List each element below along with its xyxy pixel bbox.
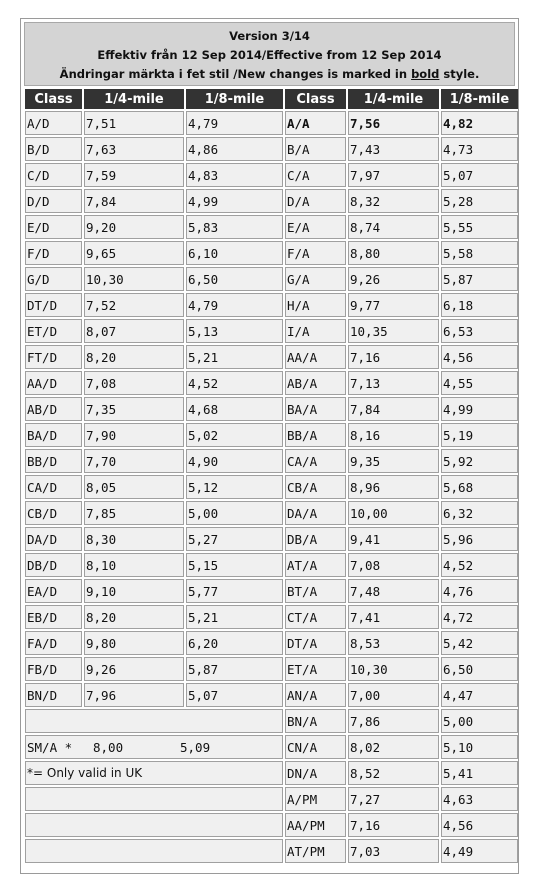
left-quarter-mile-cell: 8,05: [84, 475, 184, 499]
left-class-cell: CB/D: [25, 501, 82, 525]
right-eighth-mile-cell: 5,19: [441, 423, 518, 447]
right-eighth-mile-cell: 4,99: [441, 397, 518, 421]
table-row: [25, 137, 518, 161]
right-quarter-mile-cell: 8,52: [348, 761, 439, 785]
changes-note: [25, 65, 514, 84]
table-row: [25, 813, 518, 837]
left-class-cell: G/D: [25, 267, 82, 291]
right-quarter-mile-cell: 7,27: [348, 787, 439, 811]
left-eighth-mile-cell: 5,21: [186, 345, 283, 369]
left-quarter-mile-cell: 7,84: [84, 189, 184, 213]
left-eighth-mile-cell: 4,52: [186, 371, 283, 395]
left-class-cell: BN/D: [25, 683, 82, 707]
table-row: [25, 163, 518, 187]
left-quarter-mile-cell: 7,35: [84, 397, 184, 421]
left-quarter-mile-cell: 7,59: [84, 163, 184, 187]
left-class-cell: A/D: [25, 111, 82, 135]
right-class-cell: CN/A: [285, 735, 346, 759]
left-quarter-mile-cell: 8,30: [84, 527, 184, 551]
left-class-cell: B/D: [25, 137, 82, 161]
left-class-cell: AA/D: [25, 371, 82, 395]
left-eighth-mile-cell: 5,00: [186, 501, 283, 525]
right-quarter-mile-cell: 10,35: [348, 319, 439, 343]
sm-row-cell: [25, 735, 283, 759]
bold-word: bold: [411, 67, 440, 81]
left-eighth-mile-cell: 5,27: [186, 527, 283, 551]
left-class-cell: DT/D: [25, 293, 82, 317]
left-eighth-mile-cell: 5,21: [186, 605, 283, 629]
effective-date-label: Effektiv från 12 Sep 2014/Effective from 12 Sep 2014: [97, 48, 442, 62]
left-class-cell: DA/D: [25, 527, 82, 551]
right-eighth-mile-cell: 4,63: [441, 787, 518, 811]
right-quarter-mile-cell: 8,02: [348, 735, 439, 759]
right-eighth-mile-cell: 5,10: [441, 735, 518, 759]
right-class-cell: CA/A: [285, 449, 346, 473]
table-row: [25, 345, 518, 369]
left-class-cell: C/D: [25, 163, 82, 187]
right-eighth-mile-cell: 5,68: [441, 475, 518, 499]
right-eighth-mile-cell: 5,55: [441, 215, 518, 239]
right-class-cell: AA/PM: [285, 813, 346, 837]
right-eighth-mile-cell: 4,82: [441, 111, 518, 135]
table-row: [25, 683, 518, 707]
right-eighth-mile-cell: 5,96: [441, 527, 518, 551]
version-label: Version 3/14: [229, 29, 310, 43]
left-eighth-mile-cell: 5,07: [186, 683, 283, 707]
right-quarter-mile-cell: 7,86: [348, 709, 439, 733]
col-eighth-right: 1/8-mile: [441, 89, 518, 109]
right-quarter-mile-cell: 8,16: [348, 423, 439, 447]
left-class-cell: BB/D: [25, 449, 82, 473]
left-eighth-mile-cell: 4,86: [186, 137, 283, 161]
left-quarter-mile-cell: 8,20: [84, 605, 184, 629]
footnote-cell: *= Only valid in UK: [25, 761, 283, 785]
right-eighth-mile-cell: 4,56: [441, 345, 518, 369]
left-quarter-mile-cell: 7,08: [84, 371, 184, 395]
left-quarter-mile-cell: 8,20: [84, 345, 184, 369]
table-row: [25, 397, 518, 421]
table-row: [25, 293, 518, 317]
right-eighth-mile-cell: 5,42: [441, 631, 518, 655]
left-class-cell: EA/D: [25, 579, 82, 603]
right-eighth-mile-cell: 6,18: [441, 293, 518, 317]
table-row: [25, 189, 518, 213]
table-row: [25, 579, 518, 603]
sm-class: SM/A *: [27, 739, 73, 755]
right-eighth-mile-cell: 4,73: [441, 137, 518, 161]
left-eighth-mile-cell: 5,77: [186, 579, 283, 603]
right-class-cell: AA/A: [285, 345, 346, 369]
table-row: [25, 761, 518, 785]
right-eighth-mile-cell: 4,56: [441, 813, 518, 837]
left-class-cell: ET/D: [25, 319, 82, 343]
right-eighth-mile-cell: 4,52: [441, 553, 518, 577]
table-row: [25, 605, 518, 629]
right-eighth-mile-cell: 5,92: [441, 449, 518, 473]
right-quarter-mile-cell: 10,00: [348, 501, 439, 525]
right-class-cell: DN/A: [285, 761, 346, 785]
left-eighth-mile-cell: 5,02: [186, 423, 283, 447]
right-class-cell: G/A: [285, 267, 346, 291]
right-eighth-mile-cell: 6,32: [441, 501, 518, 525]
table-body: [25, 111, 518, 863]
right-eighth-mile-cell: 5,41: [441, 761, 518, 785]
left-quarter-mile-cell: 7,90: [84, 423, 184, 447]
right-eighth-mile-cell: 6,50: [441, 657, 518, 681]
right-class-cell: DB/A: [285, 527, 346, 551]
right-quarter-mile-cell: 8,80: [348, 241, 439, 265]
table-row: [25, 527, 518, 551]
right-eighth-mile-cell: 5,87: [441, 267, 518, 291]
right-quarter-mile-cell: 7,00: [348, 683, 439, 707]
left-class-cell: FA/D: [25, 631, 82, 655]
right-quarter-mile-cell: 9,35: [348, 449, 439, 473]
left-quarter-mile-cell: 7,51: [84, 111, 184, 135]
right-eighth-mile-cell: 4,49: [441, 839, 518, 863]
left-class-cell: EB/D: [25, 605, 82, 629]
changes-note-text: Ändringar märkta i fet stil /New changes is marked in: [59, 67, 412, 81]
changes-note-end: style.: [439, 67, 480, 81]
right-class-cell: BB/A: [285, 423, 346, 447]
left-eighth-mile-cell: 5,13: [186, 319, 283, 343]
empty-left-cell: [25, 709, 283, 733]
left-quarter-mile-cell: 7,85: [84, 501, 184, 525]
left-eighth-mile-cell: 6,10: [186, 241, 283, 265]
right-quarter-mile-cell: 7,43: [348, 137, 439, 161]
right-quarter-mile-cell: 7,03: [348, 839, 439, 863]
sm-quarter-mile: 8,00: [93, 739, 124, 755]
right-class-cell: AT/A: [285, 553, 346, 577]
right-quarter-mile-cell: 7,41: [348, 605, 439, 629]
right-class-cell: DA/A: [285, 501, 346, 525]
col-quarter-right: 1/4-mile: [348, 89, 439, 109]
table-row: [25, 709, 518, 733]
right-quarter-mile-cell: 7,97: [348, 163, 439, 187]
left-quarter-mile-cell: 9,65: [84, 241, 184, 265]
right-quarter-mile-cell: 8,74: [348, 215, 439, 239]
left-quarter-mile-cell: 10,30: [84, 267, 184, 291]
class-times-table: [23, 87, 520, 865]
left-eighth-mile-cell: 5,12: [186, 475, 283, 499]
table-row: [25, 839, 518, 863]
right-quarter-mile-cell: 7,48: [348, 579, 439, 603]
table-row: [25, 319, 518, 343]
left-eighth-mile-cell: 4,79: [186, 111, 283, 135]
table-row: [25, 787, 518, 811]
left-quarter-mile-cell: 9,80: [84, 631, 184, 655]
left-eighth-mile-cell: 4,83: [186, 163, 283, 187]
left-eighth-mile-cell: 4,79: [186, 293, 283, 317]
right-class-cell: BA/A: [285, 397, 346, 421]
table-row: [25, 371, 518, 395]
table-row: [25, 735, 518, 759]
right-eighth-mile-cell: 5,07: [441, 163, 518, 187]
right-quarter-mile-cell: 9,26: [348, 267, 439, 291]
right-quarter-mile-cell: 8,96: [348, 475, 439, 499]
right-class-cell: AN/A: [285, 683, 346, 707]
right-class-cell: A/PM: [285, 787, 346, 811]
left-class-cell: F/D: [25, 241, 82, 265]
right-quarter-mile-cell: 7,16: [348, 345, 439, 369]
left-class-cell: FB/D: [25, 657, 82, 681]
left-eighth-mile-cell: 4,68: [186, 397, 283, 421]
col-quarter-left: 1/4-mile: [84, 89, 184, 109]
left-eighth-mile-cell: 4,90: [186, 449, 283, 473]
left-quarter-mile-cell: 7,70: [84, 449, 184, 473]
table-row: [25, 423, 518, 447]
left-class-cell: D/D: [25, 189, 82, 213]
table-row: [25, 657, 518, 681]
left-eighth-mile-cell: 4,99: [186, 189, 283, 213]
left-eighth-mile-cell: 5,15: [186, 553, 283, 577]
table-header-box: [24, 22, 515, 86]
right-quarter-mile-cell: 7,16: [348, 813, 439, 837]
right-class-cell: D/A: [285, 189, 346, 213]
right-class-cell: CB/A: [285, 475, 346, 499]
right-class-cell: C/A: [285, 163, 346, 187]
right-quarter-mile-cell: 9,77: [348, 293, 439, 317]
left-class-cell: E/D: [25, 215, 82, 239]
right-class-cell: DT/A: [285, 631, 346, 655]
left-class-cell: CA/D: [25, 475, 82, 499]
right-quarter-mile-cell: 7,13: [348, 371, 439, 395]
right-quarter-mile-cell: 9,41: [348, 527, 439, 551]
right-eighth-mile-cell: 4,72: [441, 605, 518, 629]
empty-left-cell: [25, 813, 283, 837]
left-quarter-mile-cell: 7,63: [84, 137, 184, 161]
right-quarter-mile-cell: 10,30: [348, 657, 439, 681]
left-eighth-mile-cell: 5,83: [186, 215, 283, 239]
right-eighth-mile-cell: 5,58: [441, 241, 518, 265]
right-quarter-mile-cell: 7,84: [348, 397, 439, 421]
table-row: [25, 631, 518, 655]
right-class-cell: A/A: [285, 111, 346, 135]
left-class-cell: FT/D: [25, 345, 82, 369]
table-row: [25, 475, 518, 499]
rating-table-frame: [20, 18, 519, 874]
right-eighth-mile-cell: 4,47: [441, 683, 518, 707]
left-class-cell: AB/D: [25, 397, 82, 421]
left-quarter-mile-cell: 8,07: [84, 319, 184, 343]
table-row: [25, 111, 518, 135]
empty-left-cell: [25, 839, 283, 863]
table-row: [25, 501, 518, 525]
right-eighth-mile-cell: 5,28: [441, 189, 518, 213]
left-quarter-mile-cell: 9,20: [84, 215, 184, 239]
left-eighth-mile-cell: 5,87: [186, 657, 283, 681]
right-eighth-mile-cell: 5,00: [441, 709, 518, 733]
left-quarter-mile-cell: 9,10: [84, 579, 184, 603]
col-eighth-left: 1/8-mile: [186, 89, 283, 109]
right-class-cell: AB/A: [285, 371, 346, 395]
left-quarter-mile-cell: 7,96: [84, 683, 184, 707]
left-eighth-mile-cell: 6,50: [186, 267, 283, 291]
right-quarter-mile-cell: 7,56: [348, 111, 439, 135]
right-class-cell: ET/A: [285, 657, 346, 681]
right-class-cell: E/A: [285, 215, 346, 239]
left-class-cell: BA/D: [25, 423, 82, 447]
col-class-right: Class: [285, 89, 346, 109]
right-class-cell: AT/PM: [285, 839, 346, 863]
right-class-cell: BT/A: [285, 579, 346, 603]
table-row: [25, 215, 518, 239]
sm-eighth-mile: 5,09: [180, 739, 211, 755]
col-class-left: Class: [25, 89, 82, 109]
right-class-cell: I/A: [285, 319, 346, 343]
left-quarter-mile-cell: 8,10: [84, 553, 184, 577]
right-eighth-mile-cell: 4,55: [441, 371, 518, 395]
left-eighth-mile-cell: 6,20: [186, 631, 283, 655]
table-row: [25, 553, 518, 577]
right-class-cell: CT/A: [285, 605, 346, 629]
right-class-cell: F/A: [285, 241, 346, 265]
right-eighth-mile-cell: 6,53: [441, 319, 518, 343]
table-row: [25, 449, 518, 473]
table-row: [25, 241, 518, 265]
left-class-cell: DB/D: [25, 553, 82, 577]
empty-left-cell: [25, 787, 283, 811]
right-quarter-mile-cell: 7,08: [348, 553, 439, 577]
left-quarter-mile-cell: 9,26: [84, 657, 184, 681]
right-class-cell: H/A: [285, 293, 346, 317]
table-row: [25, 267, 518, 291]
right-class-cell: B/A: [285, 137, 346, 161]
right-quarter-mile-cell: 8,53: [348, 631, 439, 655]
right-eighth-mile-cell: 4,76: [441, 579, 518, 603]
left-quarter-mile-cell: 7,52: [84, 293, 184, 317]
right-class-cell: BN/A: [285, 709, 346, 733]
right-quarter-mile-cell: 8,32: [348, 189, 439, 213]
column-header-row: [25, 89, 518, 109]
